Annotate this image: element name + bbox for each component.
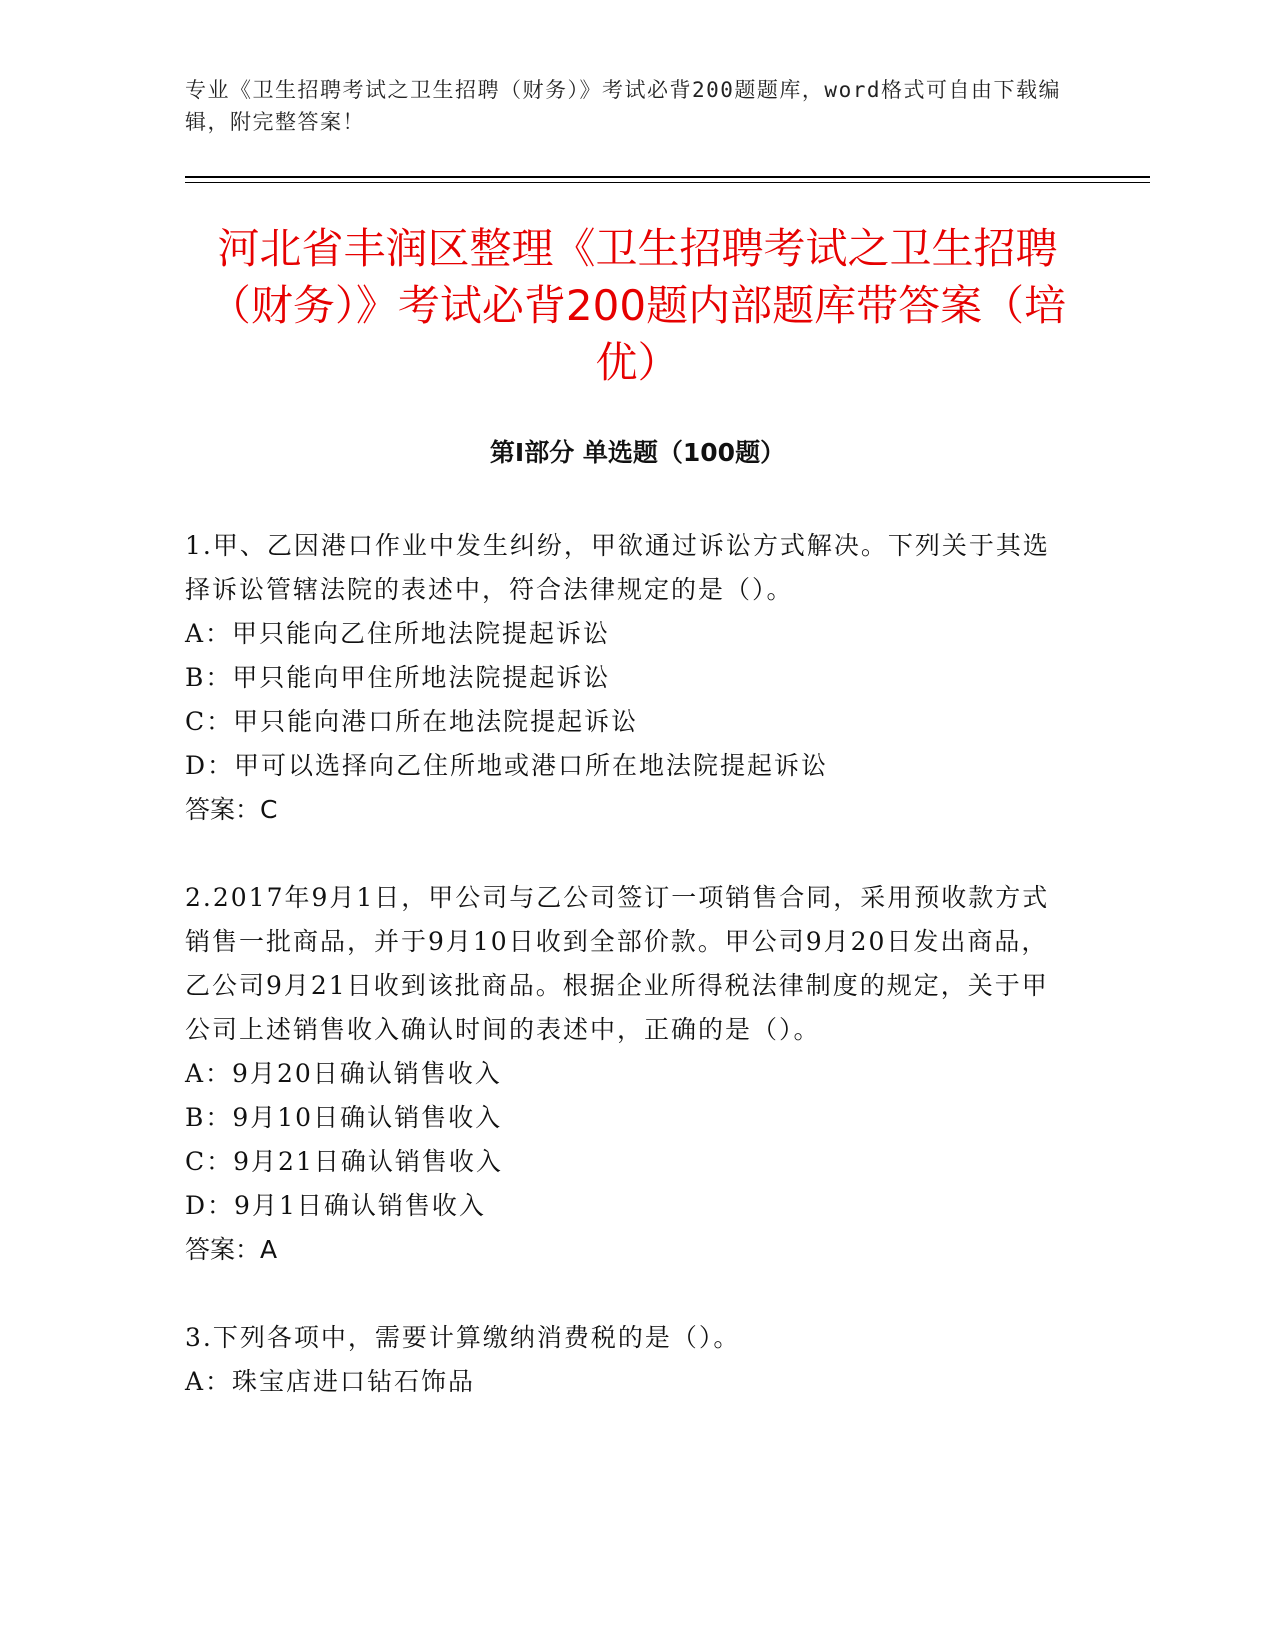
header-divider-thick <box>185 176 1150 178</box>
option-a: A：9月20日确认销售收入 <box>185 1059 502 1088</box>
question-1 <box>185 524 1065 832</box>
option-b: B：9月10日确认销售收入 <box>185 1103 503 1132</box>
option-c: C：9月21日确认销售收入 <box>185 1147 503 1176</box>
option-d: D：甲可以选择向乙住所地或港口所在地法院提起诉讼 <box>185 751 829 780</box>
option-b: B：甲只能向甲住所地法院提起诉讼 <box>185 663 611 692</box>
option-a: A：甲只能向乙住所地法院提起诉讼 <box>185 619 611 648</box>
answer: 答案：C <box>185 795 278 824</box>
question-list <box>185 524 1065 1448</box>
option-d: D：9月1日确认销售收入 <box>185 1191 486 1220</box>
question-2 <box>185 876 1065 1272</box>
header-divider-thin <box>185 182 1150 183</box>
section-title: 第I部分 单选题（100题） <box>489 438 786 467</box>
header-note: 专业《卫生招聘考试之卫生招聘（财务）》考试必背200题题库，word格式可自由下载编辑，附完整答案！ <box>185 78 1061 134</box>
question-stem: 3.下列各项中，需要计算缴纳消费税的是（）。 <box>185 1323 741 1352</box>
question-stem: 1.甲、乙因港口作业中发生纠纷，甲欲通过诉讼方式解决。下列关于其选择诉讼管辖法院的表述中，符合法律规定的是（）。 <box>185 531 1050 604</box>
option-a: A：珠宝店进口钻石饰品 <box>185 1367 476 1396</box>
answer: 答案：A <box>185 1235 278 1264</box>
document-title: 河北省丰润区整理《卫生招聘考试之卫生招聘（财务）》考试必背200题内部题库带答案（培优） <box>208 224 1067 387</box>
option-c: C：甲只能向港口所在地法院提起诉讼 <box>185 707 639 736</box>
question-3 <box>185 1316 1065 1404</box>
question-stem: 2.2017年9月1日，甲公司与乙公司签订一项销售合同，采用预收款方式销售一批商品，并于9月10日收到全部价款。甲公司9月20日发出商品，乙公司9月21日收到该批商品。根据企业所得税法律制度的规定，关于甲公司上述销售收入确认时间的表述中，正确的是（）。 <box>185 883 1050 1044</box>
